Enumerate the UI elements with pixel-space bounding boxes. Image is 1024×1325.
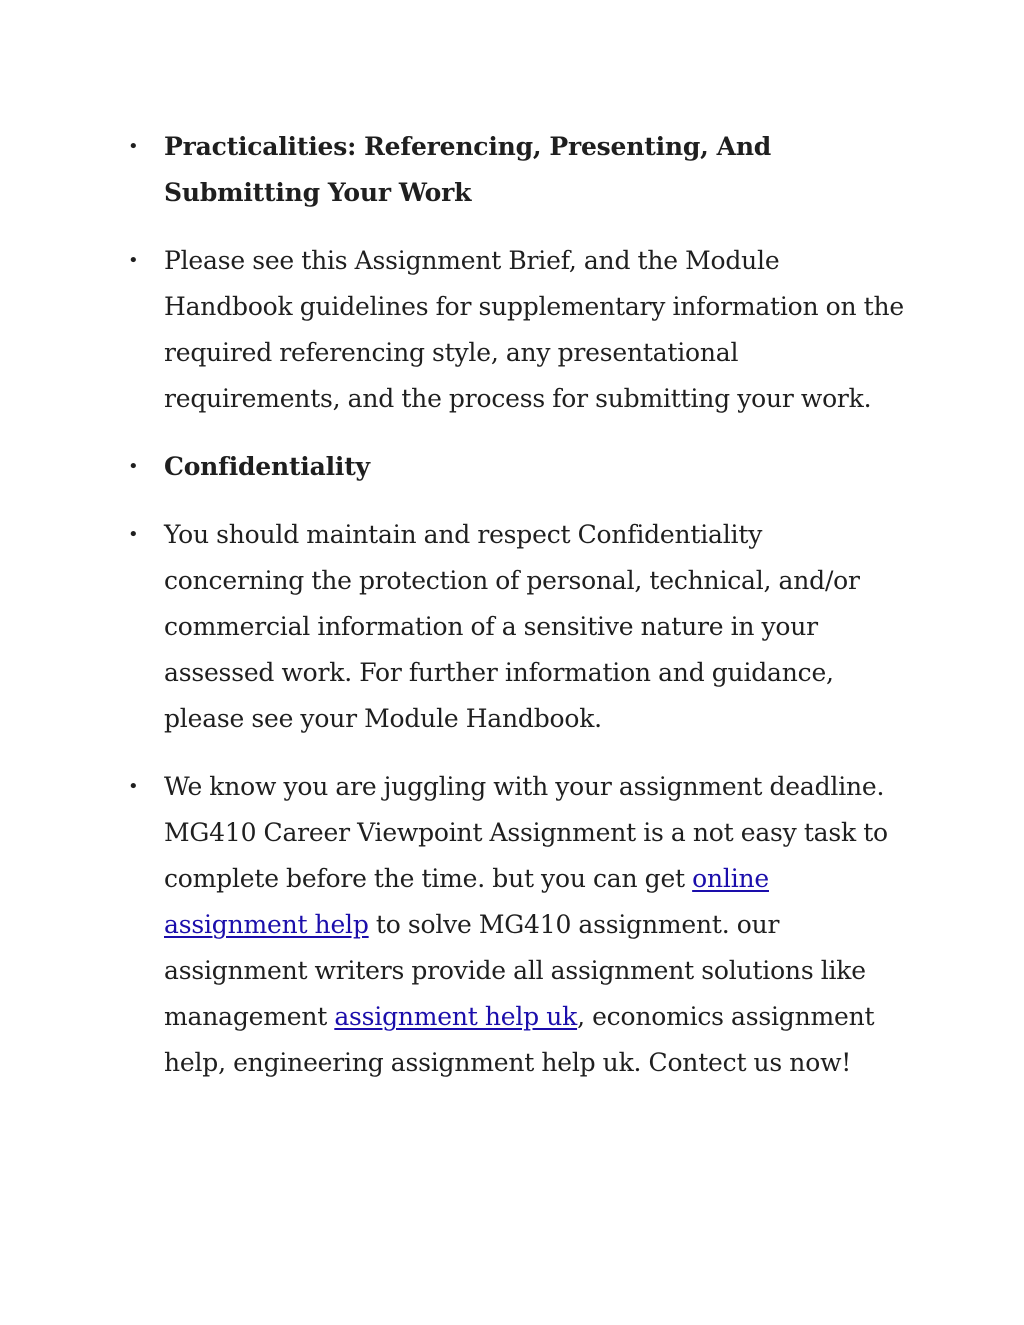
list-item-practicalities-body bbox=[128, 238, 908, 422]
online-assignment-help-link[interactable]: online assignment help bbox=[164, 864, 769, 939]
bullet-icon: • bbox=[128, 250, 139, 271]
bullet-icon: • bbox=[128, 136, 139, 157]
list-item-confidentiality-heading bbox=[128, 444, 908, 490]
paragraph-promo-part-2: to solve MG410 assignment. our assignment writers provide all assignment solutions like management bbox=[164, 910, 866, 1031]
bullet-icon: • bbox=[128, 524, 139, 545]
paragraph-promo-part-1: We know you are juggling with your assignment deadline. MG410 Career Viewpoint Assignment is a not easy task to complete before the time. but you can get bbox=[164, 772, 888, 893]
paragraph-confidentiality: You should maintain and respect Confidentiality concerning the protection of personal, technical, and/or commercial information of a sensitive nature in your assessed work. For further information and guidance, please see your Module Handbook. bbox=[164, 520, 860, 733]
bullet-icon: • bbox=[128, 456, 139, 477]
assignment-help-uk-link[interactable]: assignment help uk bbox=[334, 1002, 578, 1031]
paragraph-practicalities: Please see this Assignment Brief, and the Module Handbook guidelines for supplementary information on the required referencing style, any presentational requirements, and the process for submitting your work. bbox=[164, 246, 905, 413]
list-item-promo bbox=[128, 764, 908, 1086]
bullet-icon: • bbox=[128, 776, 139, 797]
paragraph-promo-part-3: , economics assignment help, engineering assignment help uk. Contect us now! bbox=[164, 1002, 875, 1077]
list-item-confidentiality-body bbox=[128, 512, 908, 742]
section-heading-confidentiality: Confidentiality bbox=[164, 452, 370, 481]
list-item-practicalities-heading bbox=[128, 124, 908, 216]
section-heading-practicalities: Practicalities: Referencing, Presenting, And Submitting Your Work bbox=[164, 132, 772, 207]
bullet-list bbox=[128, 124, 908, 1108]
